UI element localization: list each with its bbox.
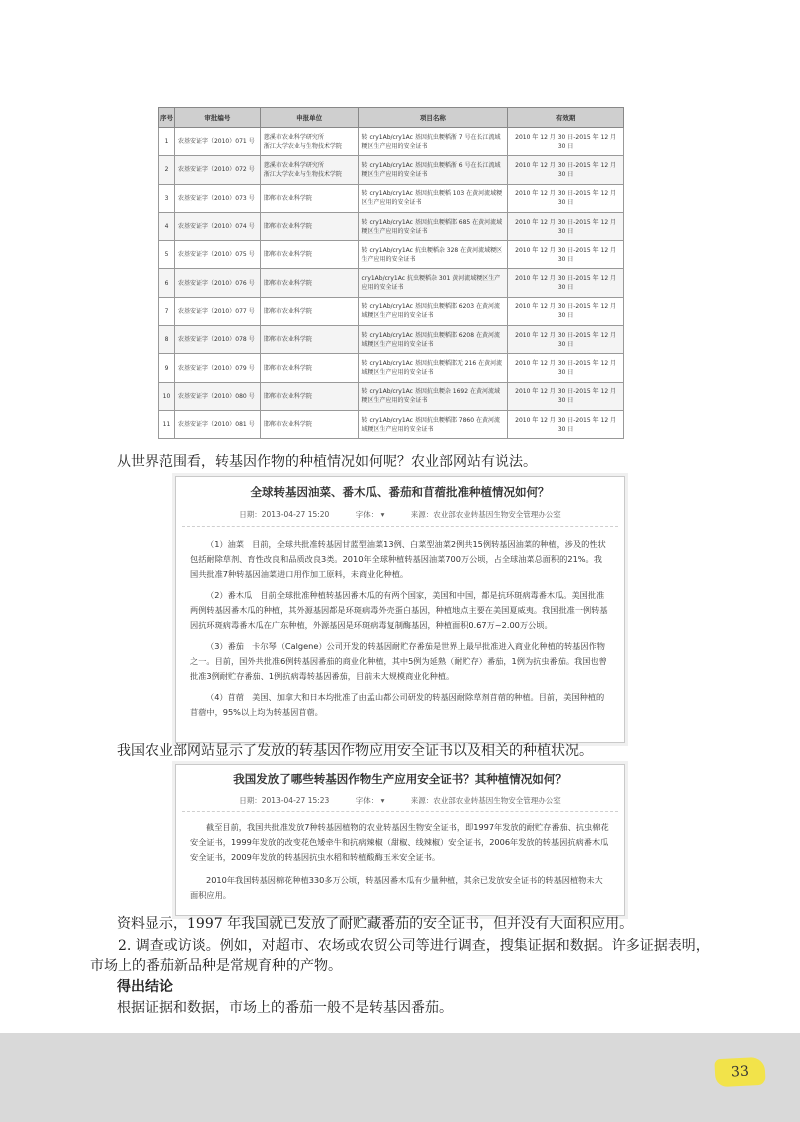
table-row bbox=[159, 382, 624, 410]
table-row bbox=[159, 269, 624, 297]
cell-validity: 2010 年 12 月 30 日-2015 年 12 月 30 日 bbox=[508, 269, 624, 297]
panel-1-body bbox=[176, 527, 624, 720]
cell-applicant: 邯郸市农业科学院 bbox=[260, 382, 358, 410]
approval-table bbox=[158, 107, 624, 439]
cell-no: 4 bbox=[159, 212, 175, 240]
cell-approval-id: 农基安证字（2010）077 号 bbox=[174, 297, 260, 325]
approval-table-wrapper bbox=[158, 107, 624, 439]
cell-project-name: 转 cry1Ab/cry1Ac 基因抗虫粳稻邯 685 在黄河流域粳区生产应用的安全证书 bbox=[358, 212, 508, 240]
table-header-row bbox=[159, 108, 624, 128]
cell-validity: 2010 年 12 月 30 日-2015 年 12 月 30 日 bbox=[508, 382, 624, 410]
cell-project-name: 转 cry1Ab/cry1Ac 基因抗虫粳稻邯无 216 在黄河流域粳区生产应用的安全证书 bbox=[358, 354, 508, 382]
cell-applicant: 慈溪市农业科学研究所 浙江大学农业与生物技术学院 bbox=[260, 128, 358, 156]
cell-approval-id: 农基安证字（2010）079 号 bbox=[174, 354, 260, 382]
cell-project-name: 转 cry1Ab/cry1Ac 基因抗虫粳稻 103 在黄河流域粳区生产应用的安全证书 bbox=[358, 184, 508, 212]
cell-validity: 2010 年 12 月 30 日-2015 年 12 月 30 日 bbox=[508, 156, 624, 184]
panel-2-paragraph: 2010年我国转基因棉花种植330多万公顷，转基因番木瓜有少量种植，其余已发放安全证书的转基因植物未大面积应用。 bbox=[190, 875, 603, 900]
cell-validity: 2010 年 12 月 30 日-2015 年 12 月 30 日 bbox=[508, 410, 624, 438]
cell-validity: 2010 年 12 月 30 日-2015 年 12 月 30 日 bbox=[508, 128, 624, 156]
panel-2-paragraph: 截至目前，我国共批准发放7种转基因植物的农业转基因生物安全证书，即1997年发放的耐贮存番茄、抗虫棉花安全证书，1999年发放的改变花色矮牵牛和抗病辣椒（甜椒、线辣椒）安全证书，2006年发放的转基因抗病番木瓜安全证书，2009年发放的转基因抗虫水稻和转植酸酶玉米安全证书。 bbox=[190, 822, 609, 862]
panel-1-font-label: 字体： ▾ bbox=[355, 510, 385, 519]
cell-project-name: 转 cry1Ab/cry1Ac 基因抗虫粳稻邯 7860 在黄河流域粳区生产应用的安全证书 bbox=[358, 410, 508, 438]
panel-1-source: 来源：农业部农业转基因生物安全管理办公室 bbox=[410, 510, 561, 519]
cell-validity: 2010 年 12 月 30 日-2015 年 12 月 30 日 bbox=[508, 241, 624, 269]
cell-no: 5 bbox=[159, 241, 175, 269]
cell-no: 8 bbox=[159, 326, 175, 354]
cell-approval-id: 农基安证字（2010）074 号 bbox=[174, 212, 260, 240]
conclusion-text: 根据证据和数据，市场上的番茄一般不是转基因番茄。 bbox=[117, 1000, 453, 1016]
panel-2-title: 我国发放了哪些转基因作物生产应用安全证书？其种植情况如何？ bbox=[233, 772, 567, 786]
cell-project-name: cry1Ab/cry1Ac 抗虫粳稻杂 301 黄河流域粳区生产应用的安全证书 bbox=[358, 269, 508, 297]
table-row bbox=[159, 212, 624, 240]
panel-1-paragraph: （2）番木瓜 目前全球批准种植转基因番木瓜的有两个国家，美国和中国，都是抗环斑病毒番木瓜。美国批准两例转基因番木瓜的种植，其外源基因都是环斑病毒外壳蛋白基因，种植地点主要在美国夏威夷。我国批准一例转基因抗环斑病毒番木瓜在广东种植，外源基因是环斑病毒复制酶基因，种植面积0.67万~2.00万公顷。 bbox=[190, 590, 608, 630]
table-row bbox=[159, 128, 624, 156]
table-row bbox=[159, 156, 624, 184]
panel-1-paragraph: （1）油菜 目前，全球共批准转基因甘蓝型油菜13例、白菜型油菜2例共15例转基因油菜的种植，涉及的性状包括耐除草剂、育性改良和品质改良3类。2010年全球种植转基因油菜700万公顷，占全球油菜总面积的21%。我国共批准7种转基因油菜进口用作加工原料，未商业化种植。 bbox=[190, 539, 606, 579]
panel-1-meta bbox=[176, 509, 624, 520]
table-row bbox=[159, 184, 624, 212]
cell-no: 9 bbox=[159, 354, 175, 382]
cell-applicant: 邯郸市农业科学院 bbox=[260, 354, 358, 382]
page-number: 33 bbox=[714, 1057, 765, 1088]
header-approval-id: 审批编号 bbox=[174, 108, 260, 128]
intro-text-2: 我国农业部网站显示了发放的转基因作物应用安全证书以及相关的种植状况。 bbox=[117, 743, 593, 759]
body-paragraph-2: 2. 调查或访谈。例如，对超市、农场或农贸公司等进行调查，搜集证据和数据。许多证据表明，市场上的番茄新品种是常规育种的产物。 bbox=[90, 938, 710, 974]
panel-1-title: 全球转基因油菜、番木瓜、番茄和苜蓿批准种植情况如何？ bbox=[250, 485, 550, 499]
cell-approval-id: 农基安证字（2010）073 号 bbox=[174, 184, 260, 212]
cell-approval-id: 农基安证字（2010）072 号 bbox=[174, 156, 260, 184]
cell-approval-id: 农基安证字（2010）075 号 bbox=[174, 241, 260, 269]
cell-validity: 2010 年 12 月 30 日-2015 年 12 月 30 日 bbox=[508, 212, 624, 240]
table-body bbox=[159, 128, 624, 439]
web-article-panel-2 bbox=[175, 764, 625, 916]
header-validity: 有效期 bbox=[508, 108, 624, 128]
table-row bbox=[159, 354, 624, 382]
cell-no: 11 bbox=[159, 410, 175, 438]
cell-validity: 2010 年 12 月 30 日-2015 年 12 月 30 日 bbox=[508, 184, 624, 212]
cell-applicant: 邯郸市农业科学院 bbox=[260, 241, 358, 269]
cell-applicant: 邯郸市农业科学院 bbox=[260, 212, 358, 240]
cell-applicant: 邯郸市农业科学院 bbox=[260, 297, 358, 325]
cell-approval-id: 农基安证字（2010）080 号 bbox=[174, 382, 260, 410]
cell-no: 6 bbox=[159, 269, 175, 297]
cell-project-name: 转 cry1Ab/cry1Ac 基因抗虫粳稻浙 7 号在长江流域粳区生产应用的安全证书 bbox=[358, 128, 508, 156]
cell-project-name: 转 cry1Ab/cry1Ac 抗虫粳稻杂 328 在黄河流域粳区生产应用的安全证书 bbox=[358, 241, 508, 269]
panel-2-font-label: 字体： ▾ bbox=[355, 796, 385, 805]
footer-band bbox=[0, 1033, 800, 1122]
cell-applicant: 邯郸市农业科学院 bbox=[260, 269, 358, 297]
panel-1-paragraph: （3）番茄 卡尔琴（Calgene）公司开发的转基因耐贮存番茄是世界上最早批准进入商业化种植的转基因作物之一。目前，国外共批准6例转基因番茄的商业化种植，其中5例为延熟（耐贮存）番茄，1例为抗虫番茄。我国也曾批准3例耐贮存番茄、1例抗病毒转基因番茄，目前未大规模商业化种植。 bbox=[190, 641, 607, 681]
cell-approval-id: 农基安证字（2010）078 号 bbox=[174, 326, 260, 354]
panel-1-date: 日期：2013-04-27 15:20 bbox=[239, 510, 330, 519]
cell-applicant: 慈溪市农业科学研究所 浙江大学农业与生物技术学院 bbox=[260, 156, 358, 184]
cell-applicant: 邯郸市农业科学院 bbox=[260, 184, 358, 212]
cell-no: 10 bbox=[159, 382, 175, 410]
cell-project-name: 转 cry1Ab/cry1Ac 基因抗虫粳杂 1692 在黄河流域粳区生产应用的安全证书 bbox=[358, 382, 508, 410]
cell-approval-id: 农基安证字（2010）076 号 bbox=[174, 269, 260, 297]
web-article-panel-1 bbox=[175, 476, 625, 743]
panel-2-date: 日期：2013-04-27 15:23 bbox=[239, 796, 330, 805]
cell-validity: 2010 年 12 月 30 日-2015 年 12 月 30 日 bbox=[508, 297, 624, 325]
intro-text-1: 从世界范围看，转基因作物的种植情况如何呢？农业部网站有说法。 bbox=[117, 454, 537, 470]
table-row bbox=[159, 241, 624, 269]
cell-approval-id: 农基安证字（2010）081 号 bbox=[174, 410, 260, 438]
cell-project-name: 转 cry1Ab/cry1Ac 基因抗虫粳稻邯 6203 在黄河流域粳区生产应用的安全证书 bbox=[358, 297, 508, 325]
conclusion-heading: 得出结论 bbox=[117, 979, 173, 995]
header-project-name: 项目名称 bbox=[358, 108, 508, 128]
cell-validity: 2010 年 12 月 30 日-2015 年 12 月 30 日 bbox=[508, 326, 624, 354]
table-row bbox=[159, 326, 624, 354]
cell-no: 7 bbox=[159, 297, 175, 325]
panel-2-source: 来源：农业部农业转基因生物安全管理办公室 bbox=[410, 796, 561, 805]
body-paragraph-1: 资料显示，1997 年我国就已发放了耐贮藏番茄的安全证书，但并没有大面积应用。 bbox=[117, 916, 634, 932]
panel-2-body bbox=[176, 812, 624, 903]
panel-1-paragraph: （4）苜蓿 美国、加拿大和日本均批准了由孟山都公司研发的转基因耐除草剂苜蓿的种植。目前，美国种植的苜蓿中，95%以上均为转基因苜蓿。 bbox=[190, 692, 605, 717]
cell-approval-id: 农基安证字（2010）071 号 bbox=[174, 128, 260, 156]
cell-project-name: 转 cry1Ab/cry1Ac 基因抗虫粳稻浙 6 号在长江流域粳区生产应用的安全证书 bbox=[358, 156, 508, 184]
table-row bbox=[159, 410, 624, 438]
table-row bbox=[159, 297, 624, 325]
cell-validity: 2010 年 12 月 30 日-2015 年 12 月 30 日 bbox=[508, 354, 624, 382]
cell-no: 1 bbox=[159, 128, 175, 156]
cell-applicant: 邯郸市农业科学院 bbox=[260, 410, 358, 438]
cell-no: 3 bbox=[159, 184, 175, 212]
cell-applicant: 邯郸市农业科学院 bbox=[260, 326, 358, 354]
panel-2-meta bbox=[176, 795, 624, 806]
cell-no: 2 bbox=[159, 156, 175, 184]
header-no: 序号 bbox=[159, 108, 175, 128]
header-applicant: 申报单位 bbox=[260, 108, 358, 128]
cell-project-name: 转 cry1Ab/cry1Ac 基因抗虫粳稻邯 6208 在黄河流域粳区生产应用的安全证书 bbox=[358, 326, 508, 354]
